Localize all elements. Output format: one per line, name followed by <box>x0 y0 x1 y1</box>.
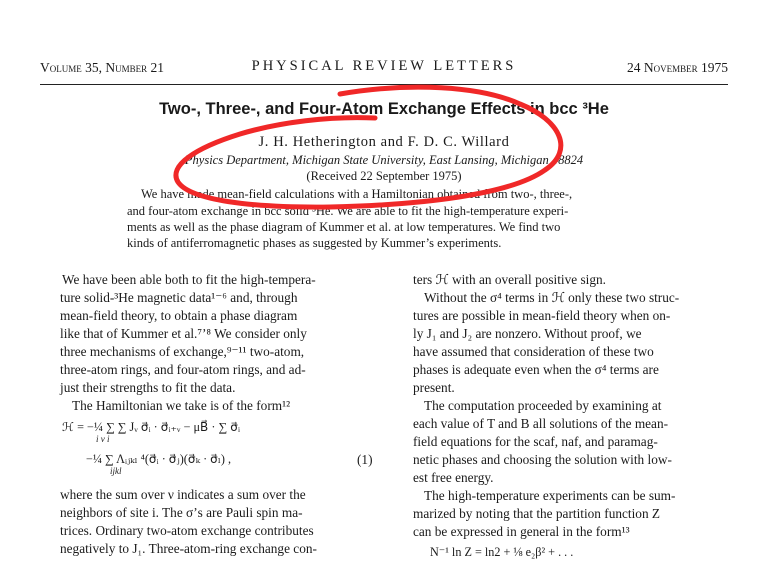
body-line: have assumed that consideration of these two <box>413 344 654 359</box>
body-line: ly J₁ and J₂ are nonzero. Without proof, we <box>413 326 642 341</box>
body-line: present. <box>413 380 455 395</box>
partition-function-equation: N⁻¹ ln Z = ln2 + ⅛ e₂β² + . . . <box>430 545 574 559</box>
body-line: ters ℋ with an overall positive sign. <box>413 272 606 287</box>
journal-name: PHYSICAL REVIEW LETTERS <box>251 58 517 74</box>
authors: J. H. Hetherington and F. D. C. Willard <box>258 134 510 150</box>
received-date: (Received 22 September 1975) <box>306 169 462 183</box>
body-line: We have been able both to fit the high-tempera- <box>62 272 316 287</box>
volume-number: Volume 35, Number 21 <box>40 60 165 75</box>
body-line: marized by noting that the partition function Z <box>413 506 661 521</box>
equation-1-line-1: ℋ = −¼ ∑ ∑ Jᵥ σ⃗ᵢ · σ⃗ᵢ₊ᵥ − μB⃗ · ∑ σ⃗ᵢ <box>62 420 240 434</box>
affiliation: Physics Department, Michigan State University, East Lansing, Michigan 48824 <box>184 153 584 167</box>
body-line: just their strengths to fit the data. <box>60 380 236 395</box>
abstract-line: kinds of antiferromagnetic phases as suggested by Kummer’s experiments. <box>127 236 502 250</box>
body-line: est free energy. <box>413 470 494 485</box>
body-line: The computation proceeded by examining at <box>424 398 662 413</box>
body-line: can be expressed in general in the form¹³ <box>413 524 630 539</box>
abstract-line: We have made mean-field calculations with a Hamiltonian obtained from two-, three-, <box>141 187 573 201</box>
equation-number: (1) <box>357 452 373 467</box>
body-line: mean-field theory, to obtain a phase diagram <box>60 308 298 323</box>
body-line: like that of Kummer et al.⁷ʼ⁸ We consider only <box>60 326 307 341</box>
body-line: phases is adequate even when the σ⁴ terms are <box>413 362 659 377</box>
body-line: negatively to J₁. Three-atom-ring exchange con- <box>60 541 317 556</box>
paper-title: Two-, Three-, and Four-Atom Exchange Effects in bcc ³He <box>159 100 609 118</box>
equation-1-subscripts-2: ijkl <box>110 466 122 476</box>
body-line: netic phases and choosing the solution with low- <box>413 452 672 467</box>
body-line: field equations for the scaf, naf, and paramag- <box>413 434 658 449</box>
body-line: The Hamiltonian we take is of the form¹² <box>72 398 291 413</box>
abstract-line: and four-atom exchange in bcc solid ³He. We are able to fit the high-temperature experi- <box>127 204 569 218</box>
body-line: three-atom rings, and four-atom rings, and ad- <box>60 362 306 377</box>
equation-1-subscripts-1: i ν i <box>96 434 110 444</box>
body-line: where the sum over ν indicates a sum over the <box>60 487 306 502</box>
body-line: The high-temperature experiments can be sum- <box>424 488 676 503</box>
body-line: trices. Ordinary two-atom exchange contributes <box>60 523 314 538</box>
body-line: three mechanisms of exchange,⁹⁻¹¹ two-atom, <box>60 344 305 359</box>
body-line: each value of T and B all solutions of the mean- <box>413 416 669 431</box>
body-line: tures are possible in mean-field theory when on- <box>413 308 671 323</box>
body-line: Without the σ⁴ terms in ℋ only these two struc- <box>424 290 680 305</box>
issue-date: 24 November 1975 <box>626 60 728 75</box>
body-line: ture solid-³He magnetic data¹⁻⁶ and, through <box>60 290 298 305</box>
body-line: neighbors of site i. The σ’s are Pauli spin ma- <box>60 505 303 520</box>
abstract-line: ments as well as the phase diagram of Kummer et al. at low temperatures. We find two <box>127 220 561 234</box>
annotation-stroke <box>176 87 561 207</box>
equation-1-line-2: −¼ ∑ Λᵢⱼₖₗ ⁴(σ⃗ᵢ · σ⃗ⱼ)(σ⃗ₖ · σ⃗ₗ) , <box>86 452 232 466</box>
